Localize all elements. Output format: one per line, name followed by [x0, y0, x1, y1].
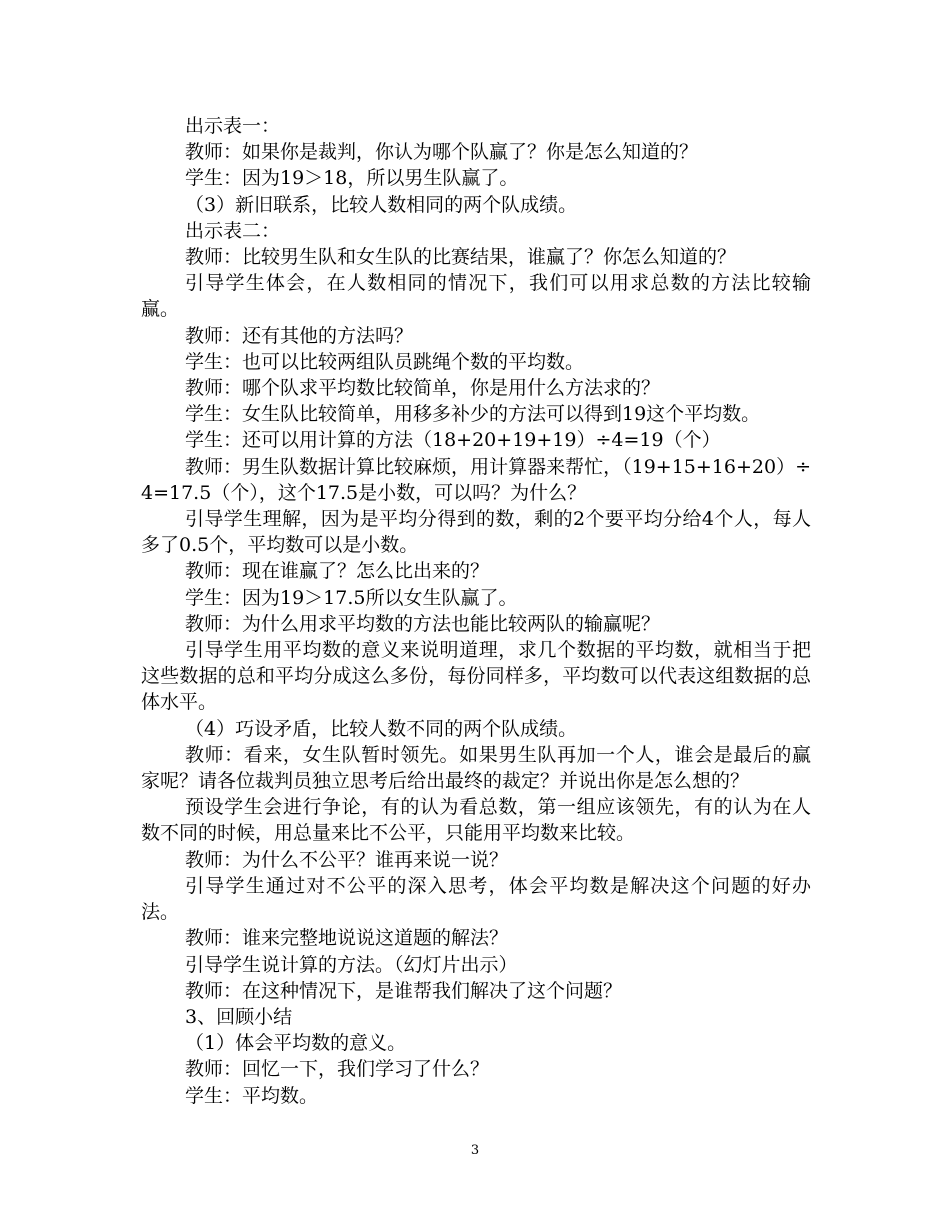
paragraph: （3）新旧联系，比较人数相同的两个队成绩。 [185, 193, 578, 216]
paragraph: 教师：看来，女生队暂时领先。如果男生队再加一个人，谁会是最后的赢家呢？请各位裁判员独立思考后给出最终的裁定？并说出你是怎么想的？ [141, 743, 811, 793]
paragraph: 引导学生用平均数的意义来说明道理，求几个数据的平均数，就相当于把这些数据的总和平均分成这么多份，每份同样多，平均数可以代表这组数据的总体水平。 [141, 639, 811, 714]
paragraph: （4）巧设矛盾，比较人数不同的两个队成绩。 [185, 717, 578, 740]
paragraph: 学生：因为19＞17.5所以女生队赢了。 [185, 586, 518, 609]
paragraph: 教师：如果你是裁判，你认为哪个队赢了？你是怎么知道的？ [185, 141, 699, 164]
paragraph: 出示表一： [185, 115, 281, 137]
paragraph: 教师：比较男生队和女生队的比赛结果，谁赢了？你怎么知道的？ [185, 246, 737, 269]
paragraph: 引导学生理解，因为是平均分得到的数，剩的2个要平均分给4个人，每人多了0.5个，平均数可以是小数。 [141, 508, 811, 557]
paragraph: 出示表二： [185, 219, 281, 242]
paragraph: 预设学生会进行争论，有的认为看总数，第一组应该领先，有的认为在人数不同的时候，用总量来比不公平，只能用平均数来比较。 [141, 796, 811, 845]
paragraph: 学生：还可以用计算的方法（18+20+19+19）÷4=19（个） [185, 429, 721, 452]
paragraph: 学生：也可以比较两组队员跳绳个数的平均数。 [185, 350, 585, 373]
paragraph: 教师：哪个队求平均数比较简单，你是用什么方法求的？ [185, 377, 661, 400]
paragraph: 教师：谁来完整地说说这道题的解法？ [185, 927, 509, 950]
paragraph: （1）体会平均数的意义。 [185, 1032, 407, 1055]
paragraph: 教师：现在谁赢了？怎么比出来的？ [185, 560, 490, 583]
page-number: 3 [470, 1143, 480, 1158]
paragraph: 引导学生通过对不公平的深入思考，体会平均数是解决这个问题的好办法。 [141, 874, 811, 924]
document-body [141, 113, 811, 1109]
paragraph: 引导学生说计算的方法。（幻灯片出示） [185, 953, 518, 976]
paragraph: 教师：为什么不公平？谁再来说一说？ [185, 848, 509, 871]
paragraph: 教师：男生队数据计算比较麻烦，用计算器来帮忙，（19+15+16+20）÷4=17.5（个），这个17.5是小数，可以吗？为什么？ [141, 455, 811, 504]
paragraph: 教师：回忆一下，我们学习了什么？ [185, 1058, 490, 1081]
paragraph: 教师：为什么用求平均数的方法也能比较两队的输赢呢？ [185, 612, 661, 635]
paragraph: 学生：女生队比较简单，用移多补少的方法可以得到19这个平均数。 [185, 403, 761, 426]
paragraph: 教师：还有其他的方法吗？ [185, 324, 414, 347]
paragraph: 教师：在这种情况下，是谁帮我们解决了这个问题？ [185, 979, 623, 1002]
paragraph: 引导学生体会，在人数相同的情况下，我们可以用求总数的方法比较输赢。 [141, 272, 811, 321]
paragraph: 学生：平均数。 [185, 1084, 319, 1107]
paragraph: 学生：因为19＞18，所以男生队赢了。 [185, 167, 519, 190]
paragraph: 3、回顾小结 [185, 1005, 293, 1028]
